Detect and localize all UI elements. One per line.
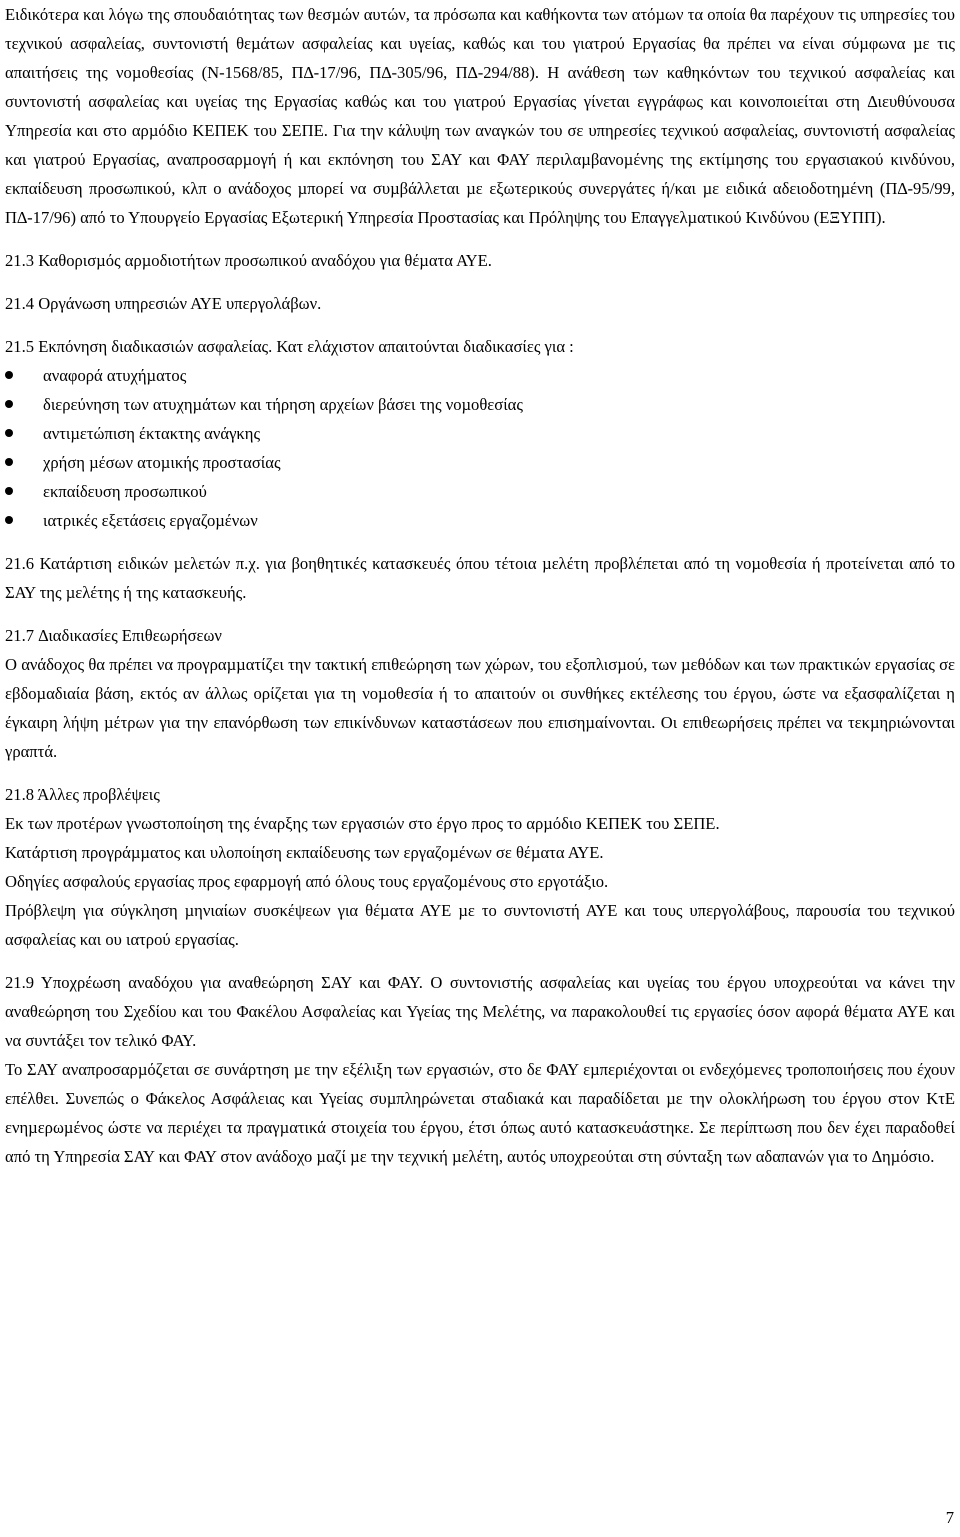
list-item [5,390,955,419]
list-item-text: αντιµετώπιση έκτακτης ανάγκης [43,424,261,443]
list-item-text: χρήση µέσων ατοµικής προστασίας [43,453,281,472]
bullet-icon [5,516,13,524]
section-21-6: 21.6 Κατάρτιση ειδικών µελετών π.χ. για βοηθητικές κατασκευές όπου τέτοια µελέτη προβλέπεται από τη νοµοθεσία ή προτείνεται από το ΣΑΥ της µελέτης ή της κατασκευής. [5,554,955,602]
spacer [5,535,955,549]
procedures-list [5,361,955,535]
bullet-icon [5,458,13,466]
list-item [5,448,955,477]
section-21-9-paragraph: Το ΣΑΥ αναπροσαρµόζεται σε συνάρτηση µε την εξέλιξη των εργασιών, στο δε ΦΑΥ εµπεριέχονται οι ενδεχόµενες τροποποιήσεις που έχουν επέλθει. Συνεπώς ο Φάκελος Ασφάλειας και Υγείας συµπληρώνεται σταδιακά και παραδίδεται µε την ολοκλήρωση του έργου στον ΚτΕ ενηµερωµένος ώστε να περιέχει τα πραγµατικά στοιχεία του έργου, έτσι όπως αυτό κατασκευάστηκε. Σε περίπτωση που δεν έχει παραδοθεί από τη Υπηρεσία ΣΑΥ και ΦΑΥ στον ανάδοχο µαζί µε την τεχνική µελέτη, αυτός υποχρεούται στη σύνταξη των αδαπανών για το ∆ηµόσιο. [5,1060,955,1166]
list-item-text: αναφορά ατυχήµατος [43,366,187,385]
bullet-icon [5,429,13,437]
spacer [5,954,955,968]
intro-paragraph: Ειδικότερα και λόγω της σπουδαιότητας των θεσµών αυτών, τα πρόσωπα και καθήκοντα των ατόµων τα οποία θα παρέχουν τις υπηρεσίες του τεχνικού ασφαλείας, συντονιστή θεµάτων ασφαλείας και υγείας, καθώς και του γιατρού Εργασίας θα πρέπει να είναι σύµφωνα µε τις απαιτήσεις της νοµοθεσίας (Ν-1568/85, Π∆-17/96, Π∆-305/96, Π∆-294/88). Η ανάθεση των καθηκόντων του τεχνικού ασφαλείας και συντονιστή ασφαλείας και υγείας της Εργασίας καθώς και του γιατρού Εργασίας γίνεται εγγράφως και κοινοποιείται στη ∆ιευθύνουσα Υπηρεσία και στο αρµόδιο ΚΕΠΕΚ του ΣΕΠΕ. Για την κάλυψη των αναγκών του σε υπηρεσίες τεχνικού ασφαλείας, συντονιστή ασφαλείας και γιατρού Εργασίας, αναπροσαρµογή ή και εκπόνηση του ΣΑΥ και ΦΑΥ περιλαµβανοµένης της εκτίµησης του εργασιακού κινδύνου, εκπαίδευση προσωπικού, κλπ ο ανάδοχος µπορεί να συµβάλλεται µε εξωτερικούς συνεργάτες ή/και µε ειδικά αδειοδοτηµένη (Π∆-95/99, Π∆-17/96) από το Υπουργείο Εργασίας Εξωτερική Υπηρεσία Προστασίας και Πρόληψης του Επαγγελµατικού Κινδύνου (ΕΞΥΠΠ). [5,5,955,227]
section-21-4: 21.4 Οργάνωση υπηρεσιών ΑΥΕ υπεργολάβων. [5,294,322,313]
section-21-5-intro: 21.5 Εκπόνηση διαδικασιών ασφαλείας. Κατ ελάχιστον απαιτούνται διαδικασίες για : [5,337,574,356]
section-21-8-line: Εκ των προτέρων γνωστοποίηση της έναρξης των εργασιών στο έργο προς το αρµόδιο ΚΕΠΕΚ του ΣΕΠΕ. [5,814,720,833]
bullet-icon [5,371,13,379]
section-21-8-line: Κατάρτιση προγράµµατος και υλοποίηση εκπαίδευσης των εργαζοµένων σε θέµατα ΑΥΕ. [5,843,604,862]
section-21-8-line: Πρόβλεψη για σύγκληση µηνιαίων συσκέψεων για θέµατα ΑΥΕ µε το συντονιστή ΑΥΕ και τους υπεργολάβους, παρουσία του τεχνικού ασφαλείας και ου ιατρού εργασίας. [5,901,955,949]
list-item [5,477,955,506]
spacer [5,232,955,246]
section-21-8-line: Οδηγίες ασφαλούς εργασίας προς εφαρµογή από όλους τους εργαζοµένους στο εργοτάξιο. [5,872,609,891]
spacer [5,766,955,780]
list-item [5,361,955,390]
spacer [5,318,955,332]
list-item-text: ιατρικές εξετάσεις εργαζοµένων [43,511,258,530]
spacer [5,607,955,621]
page-number: 7 [945,1508,954,1527]
section-21-7-body: Ο ανάδοχος θα πρέπει να προγραµµατίζει την τακτική επιθεώρηση των χώρων, του εξοπλισµού, των µεθόδων και των πρακτικών εργασίας σε εβδοµαδιαία βάση, εκτός αν άλλως ορίζεται για τη νοµοθεσία ή το απαιτούν οι συνθήκες εκτέλεσης του έργου, ώστε να εξασφαλίζεται η έγκαιρη λήψη µέτρων για την επανόρθωση των επικίνδυνων καταστάσεων που επισηµαίνονται. Οι επιθεωρήσεις πρέπει να τεκµηριώνονται γραπτά. [5,655,955,761]
section-21-3: 21.3 Καθορισµός αρµοδιοτήτων προσωπικού αναδόχου για θέµατα ΑΥΕ. [5,251,492,270]
section-21-8-heading: 21.8 Άλλες προβλέψεις [5,785,160,804]
section-21-9-paragraph: 21.9 Υποχρέωση αναδόχου για αναθεώρηση ΣΑΥ και ΦΑΥ. Ο συντονιστής ασφαλείας και υγείας του έργου υποχρεούται να κάνει την αναθεώρηση του Σχεδίου και του Φακέλου Ασφαλείας και Υγείας της Μελέτης, να παρακολουθεί τις εργασίες όσον αφορά θέµατα ΑΥΕ και να συντάξει τον τελικό ΦΑΥ. [5,973,955,1050]
bullet-icon [5,487,13,495]
list-item-text: διερεύνηση των ατυχηµάτων και τήρηση αρχείων βάσει της νοµοθεσίας [43,395,523,414]
bullet-icon [5,400,13,408]
spacer [5,275,955,289]
list-item [5,419,955,448]
document-page [5,0,955,1171]
section-21-7-heading: 21.7 ∆ιαδικασίες Επιθεωρήσεων [5,626,222,645]
list-item-text: εκπαίδευση προσωπικού [43,482,207,501]
list-item [5,506,955,535]
